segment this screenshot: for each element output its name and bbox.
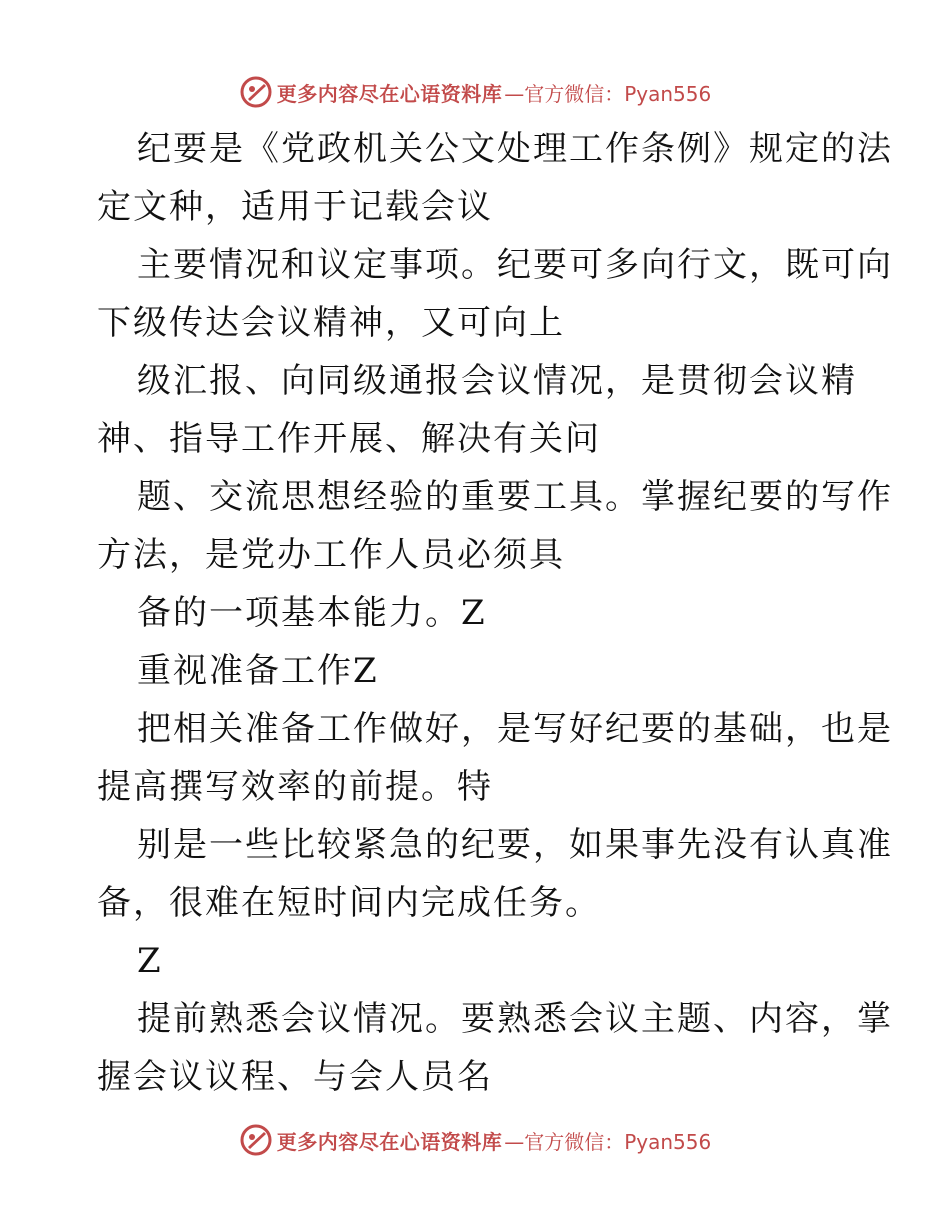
text-line: 主要情况和议定事项。纪要可多向行文，既可向 bbox=[137, 245, 893, 285]
text-line: 纪要是《党政机关公文处理工作条例》规定的法 bbox=[137, 129, 893, 169]
text-line: 神、指导工作开展、解决有关问 bbox=[97, 419, 601, 459]
text-line: 提前熟悉会议情况。要熟悉会议主题、内容，掌 bbox=[137, 999, 893, 1039]
logo-icon bbox=[239, 1123, 273, 1157]
text-line: 提高撰写效率的前提。特 bbox=[97, 767, 493, 807]
text-line: 握会议议程、与会人员名 bbox=[97, 1057, 493, 1097]
text-line: 定文种，适用于记载会议 bbox=[97, 187, 493, 227]
text-line: 级汇报、向同级通报会议情况，是贯彻会议精 bbox=[137, 361, 857, 401]
logo-icon bbox=[239, 75, 273, 109]
text-line: Z bbox=[137, 941, 163, 981]
text-line: 把相关准备工作做好，是写好纪要的基础，也是 bbox=[137, 709, 893, 749]
header-banner bbox=[0, 72, 950, 112]
document-body bbox=[97, 120, 893, 1106]
banner-contact-text: —官方微信：Pyan556 bbox=[504, 81, 712, 106]
text-line: 题、交流思想经验的重要工具。掌握纪要的写作 bbox=[137, 477, 893, 517]
banner-contact-text: —官方微信：Pyan556 bbox=[504, 1129, 712, 1154]
text-line: 别是一些比较紧急的纪要，如果事先没有认真准 bbox=[137, 825, 893, 865]
text-line: 下级传达会议精神，又可向上 bbox=[97, 303, 565, 343]
section-heading: 重视准备工作Z bbox=[137, 651, 379, 691]
banner-site-text: 更多内容尽在心语资料库 bbox=[276, 81, 503, 106]
footer-banner bbox=[0, 1120, 950, 1160]
text-line: 备，很难在短时间内完成任务。 bbox=[97, 883, 601, 923]
banner-site-text: 更多内容尽在心语资料库 bbox=[276, 1129, 503, 1154]
text-line: 方法，是党办工作人员必须具 bbox=[97, 535, 565, 575]
text-line: 备的一项基本能力。Z bbox=[137, 593, 487, 633]
